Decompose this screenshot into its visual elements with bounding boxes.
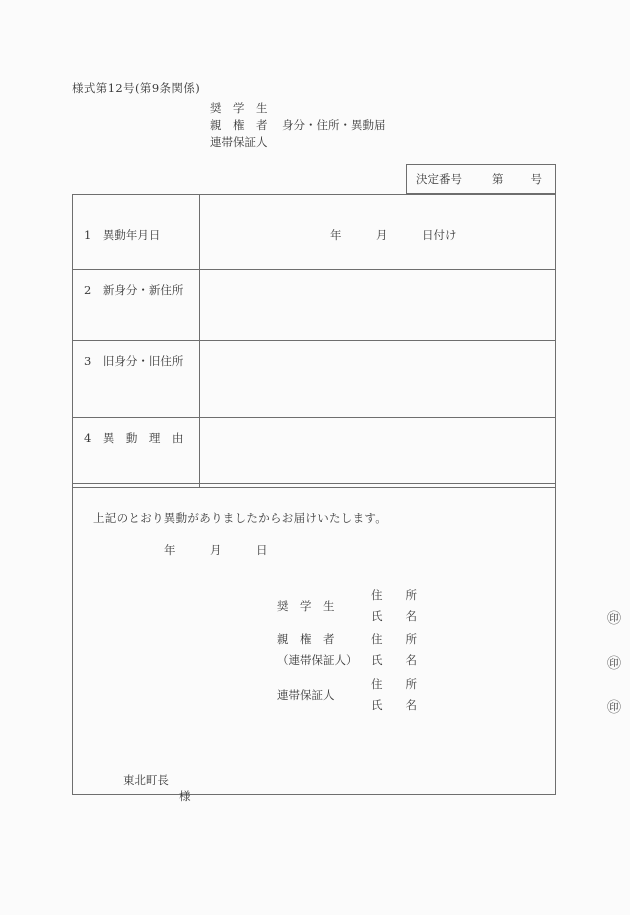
- table-row: [73, 418, 556, 488]
- row-value-cell-4[interactable]: [200, 418, 556, 488]
- row-label-cell-1: [73, 195, 200, 270]
- seal-icon: ㊞: [607, 611, 621, 627]
- recipient-line: [101, 758, 190, 818]
- table-row: [73, 341, 556, 418]
- signature-group-guardian: [277, 628, 621, 673]
- decision-number-label: 決定番号: [416, 172, 462, 186]
- signature-fields: [371, 585, 417, 627]
- row-label-cell-2: [73, 270, 200, 341]
- row-label-text: 2 新身分・新住所: [84, 283, 184, 297]
- row-value-cell-2[interactable]: [200, 270, 556, 341]
- form-code: 様式第12号(第9条関係): [72, 81, 201, 95]
- row-label-cell-3: [73, 341, 200, 418]
- row-value-cell-3[interactable]: [200, 341, 556, 418]
- recipient-name: 東北町長: [122, 773, 169, 787]
- name-label: 氏 名: [371, 698, 417, 712]
- signature-fields: [371, 674, 417, 716]
- statement-box: [72, 483, 621, 803]
- name-label: 氏 名: [371, 653, 417, 667]
- signature-role-label: [277, 628, 371, 671]
- document-title: 身分・住所・異動届: [282, 118, 386, 132]
- statement-text: 上記のとおり異動がありましたからお届けいたします。: [93, 511, 388, 525]
- addressee-row: [210, 117, 386, 134]
- addressee-block: [210, 100, 386, 151]
- statement-date-line[interactable]: 年 月 日: [164, 543, 268, 557]
- decision-number-dai[interactable]: 第: [492, 172, 504, 186]
- main-form-table: [72, 194, 556, 488]
- addressee-name-guarantor: 連帯保証人: [210, 135, 268, 149]
- decision-number-gou: 号: [530, 172, 542, 186]
- row-label-cell-4: [73, 418, 200, 488]
- name-label: 氏 名: [371, 609, 417, 623]
- signature-role-line-1: 親 権 者: [277, 632, 335, 646]
- address-label: 住 所: [371, 588, 417, 602]
- row-value-text: 年 月 日付け: [330, 228, 457, 242]
- table-row: [73, 195, 556, 270]
- signature-group-scholar: [277, 584, 621, 628]
- addressee-name-guardian: 親 権 者: [210, 118, 268, 132]
- signature-role-line-2: （連帯保証人）: [277, 653, 358, 667]
- seal-icon: ㊞: [607, 700, 621, 716]
- signature-role-label: 奨 学 生: [277, 599, 335, 613]
- address-label: 住 所: [371, 677, 417, 691]
- signature-block: [277, 584, 621, 717]
- addressee-row: [210, 134, 386, 151]
- signature-role-label: 連帯保証人: [277, 688, 335, 702]
- row-value-cell-1[interactable]: [200, 195, 556, 270]
- signature-fields: [371, 628, 417, 671]
- decision-number-box: [406, 164, 556, 194]
- table-row: [73, 270, 556, 341]
- row-label-text: 4 異 動 理 由: [84, 431, 184, 445]
- address-label: 住 所: [371, 632, 417, 646]
- addressee-row: [210, 100, 386, 117]
- seal-icon: ㊞: [607, 656, 621, 672]
- row-label-text: 3 旧身分・旧住所: [84, 354, 184, 368]
- row-label-text: 1 異動年月日: [84, 228, 161, 242]
- addressee-name-scholar: 奨 学 生: [210, 101, 268, 115]
- recipient-honorific: 様: [178, 789, 191, 803]
- signature-group-guarantor: [277, 673, 621, 717]
